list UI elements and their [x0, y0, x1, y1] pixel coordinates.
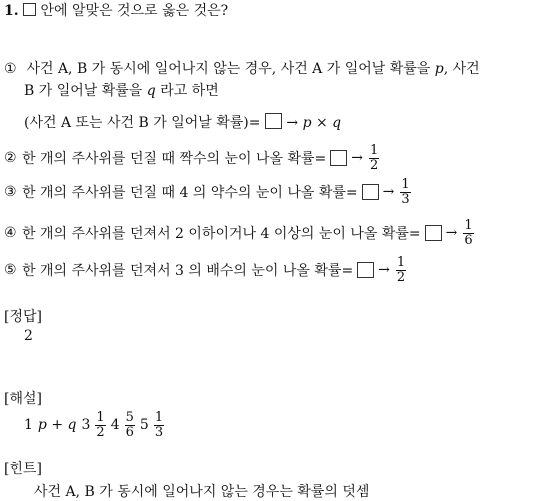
option-2-fraction [369, 144, 379, 172]
option-5-fraction [396, 256, 406, 284]
fraction-denominator: 6 [464, 232, 473, 248]
blank-box-icon [265, 113, 282, 129]
arrow-icon: → [351, 150, 364, 166]
question-number: 1. [4, 3, 19, 19]
fraction-numerator: 1 [154, 409, 164, 425]
arrow-icon: → [286, 115, 299, 131]
fraction-denominator: 2 [370, 157, 379, 173]
blank-box-icon [330, 150, 347, 166]
option-1-text-2-end: 라고 하면 [160, 83, 219, 99]
blank-box-icon [357, 262, 374, 278]
option-1-text: 사건 A, B 가 동시에 일어나지 않는 경우, 사건 A 가 일어날 확률을 [26, 61, 431, 77]
explanation-fraction-3 [154, 411, 164, 439]
option-5-marker: ⑤ [4, 262, 17, 278]
option-1-text-end: , 사건 [443, 61, 480, 77]
option-3-marker: ③ [4, 184, 17, 200]
var-q: q [146, 83, 156, 99]
explanation-expr: p + q [37, 417, 77, 433]
explanation-label: [해설] [4, 391, 42, 407]
option-5-line [4, 254, 406, 286]
option-1-text-3: (사건 A 또는 사건 B 가 일어날 확률)= [24, 115, 261, 131]
answer-label: [정답] [4, 309, 42, 325]
fraction-numerator: 1 [401, 176, 410, 192]
explanation-item-1: 1 [24, 417, 33, 433]
option-4-text: 한 개의 주사위를 던져서 2 이하이거나 4 이상의 눈이 나올 확률= [22, 226, 421, 242]
fraction-numerator: 1 [464, 217, 473, 233]
fraction-denominator: 2 [96, 424, 105, 440]
arrow-icon: → [378, 262, 390, 278]
option-4-fraction [463, 219, 473, 247]
hint-label: [힌트] [4, 461, 42, 477]
option-1-line-3 [24, 112, 341, 132]
option-1-line-1 [4, 58, 480, 78]
arrow-icon: → [382, 184, 395, 200]
arrow-icon: → [445, 225, 458, 241]
fraction-denominator: 2 [396, 269, 406, 285]
var-p: p [434, 61, 444, 77]
explanation-item-3: 4 [110, 417, 120, 433]
explanation-item-4: 5 [139, 417, 149, 433]
option-2-line [4, 142, 379, 174]
fraction-numerator: 1 [96, 409, 105, 425]
option-1-result: p × q [302, 115, 342, 131]
hint-text: 사건 A, B 가 동시에 일어나지 않는 경우는 확률의 덧셈 [34, 484, 370, 500]
explanation-line [24, 408, 164, 442]
fraction-numerator: 5 [125, 409, 134, 425]
option-1-line-2 [24, 80, 219, 100]
fraction-numerator: 1 [370, 142, 379, 158]
option-3-line [4, 176, 411, 208]
fraction-denominator: 3 [154, 424, 164, 440]
question-line [4, 0, 228, 20]
explanation-fraction-1 [95, 411, 105, 439]
option-4-marker: ④ [4, 225, 17, 241]
blank-box-icon [362, 184, 379, 200]
fraction-numerator: 1 [396, 254, 406, 270]
option-3-fraction [400, 178, 410, 206]
blank-box-icon [425, 225, 442, 241]
option-2-text: 한 개의 주사위를 던질 때 짝수의 눈이 나올 확률= [22, 151, 327, 167]
option-2-marker: ② [4, 150, 17, 166]
option-1-text-2: B 가 일어날 확률을 [24, 83, 143, 99]
option-1-marker: ① [4, 61, 17, 77]
answer-value: 2 [24, 328, 33, 344]
option-3-text: 한 개의 주사위를 던질 때 4 의 약수의 눈이 나올 확률= [22, 185, 358, 201]
option-4-line [4, 217, 474, 249]
fraction-denominator: 3 [401, 191, 410, 207]
option-5-text: 한 개의 주사위를 던져서 3 의 배수의 눈이 나올 확률= [22, 263, 354, 279]
question-text: 안에 알맞은 것으로 옳은 것은? [40, 3, 229, 19]
explanation-item-2: 3 [81, 417, 91, 433]
fraction-denominator: 6 [125, 424, 134, 440]
blank-box-icon [23, 3, 36, 16]
explanation-fraction-2 [125, 411, 135, 439]
